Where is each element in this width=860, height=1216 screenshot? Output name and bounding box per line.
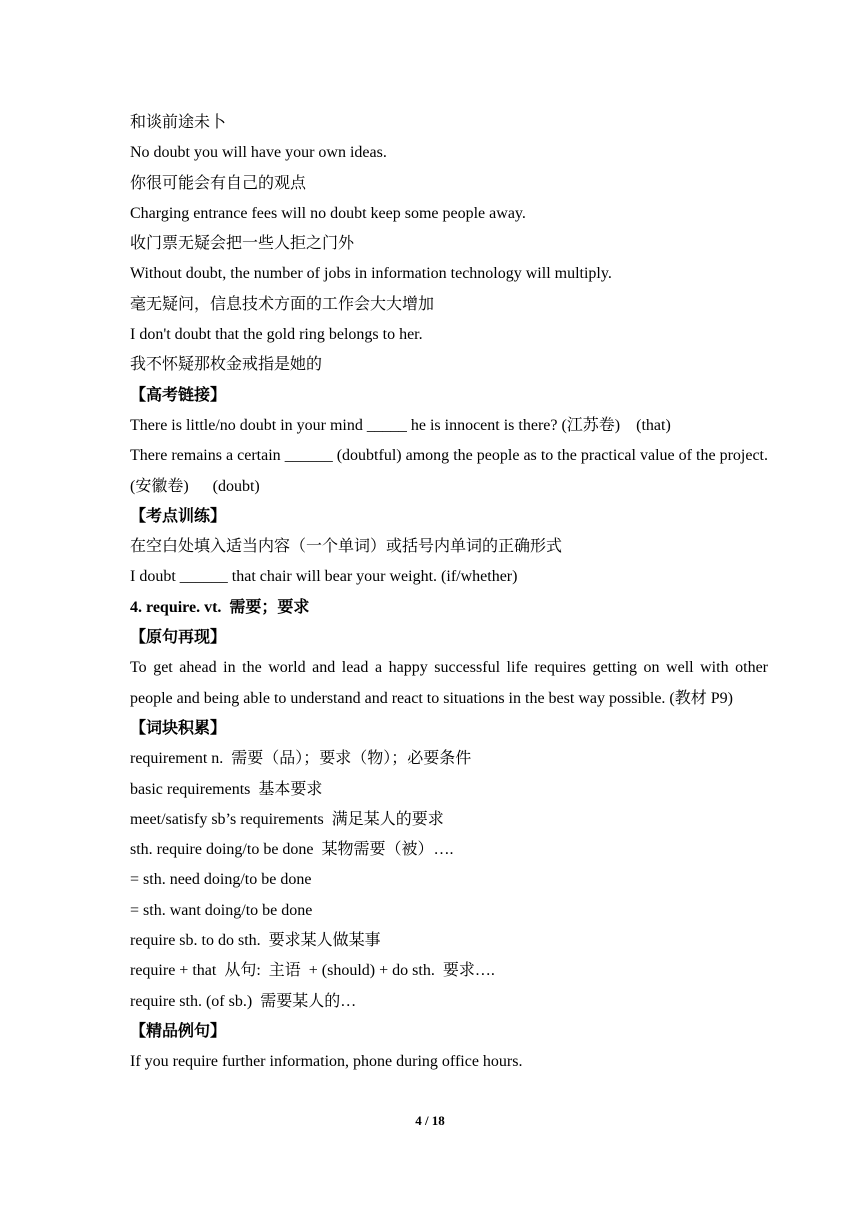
section-heading-phrases: 【词块积累】 — [130, 719, 227, 737]
section-heading-exercise: 【考点训练】 — [130, 507, 227, 525]
text-line: = sth. need doing/to be done — [130, 871, 312, 889]
text-line: There is little/no doubt in your mind _____ he is innocent is there? (江苏卷) (that) — [130, 416, 671, 434]
text-line: sth. require doing/to be done 某物需要（被）…. — [130, 841, 454, 859]
vocab-heading-require: 4. require. vt. 需要；要求 — [130, 598, 310, 616]
text-line: require + that 从句: 主语 + (should) + do sth. 要求…. — [130, 962, 495, 980]
text-line: require sb. to do sth. 要求某人做某事 — [130, 932, 381, 950]
text-paragraph: To get ahead in the world and lead a happy successful life requires getting on well with other people and being able to understand and react to situations in the best way possible. (教材 P9) — [130, 659, 768, 707]
text-line: require sth. (of sb.) 需要某人的… — [130, 992, 357, 1010]
text-line: No doubt you will have your own ideas. — [130, 144, 387, 162]
section-heading-examples: 【精品例句】 — [130, 1022, 227, 1040]
section-heading-original-sentence: 【原句再现】 — [130, 629, 227, 647]
text-paragraph: There remains a certain ______ (doubtful) among the people as to the practical value of the project. (安徽卷) (doubt) — [130, 447, 772, 495]
text-line: If you require further information, phone during office hours. — [130, 1053, 523, 1071]
section-heading-gaokao-link: 【高考链接】 — [130, 386, 227, 404]
text-line: Charging entrance fees will no doubt keep some people away. — [130, 204, 526, 222]
text-line: 毫无疑问，信息技术方面的工作会大大增加 — [130, 295, 435, 313]
page-number: 4 / 18 — [415, 1113, 445, 1128]
text-line: I doubt ______ that chair will bear your weight. (if/whether) — [130, 568, 518, 586]
text-line: 我不怀疑那枚金戒指是她的 — [130, 356, 323, 374]
text-line: 你很可能会有自己的观点 — [130, 174, 307, 192]
text-line: basic requirements 基本要求 — [130, 780, 323, 798]
text-line: = sth. want doing/to be done — [130, 901, 313, 919]
text-line: requirement n. 需要（品）；要求（物）；必要条件 — [130, 750, 472, 768]
text-line: 和谈前途未卜 — [130, 114, 227, 131]
text-line: I don't doubt that the gold ring belongs to her. — [130, 326, 423, 344]
page-content — [130, 108, 772, 1078]
text-line: 收门票无疑会把一些人拒之门外 — [130, 235, 355, 253]
text-line: Without doubt, the number of jobs in information technology will multiply. — [130, 265, 612, 283]
text-line: 在空白处填入适当内容（一个单词）或括号内单词的正确形式 — [130, 538, 563, 556]
text-line: meet/satisfy sb’s requirements 满足某人的要求 — [130, 810, 444, 828]
